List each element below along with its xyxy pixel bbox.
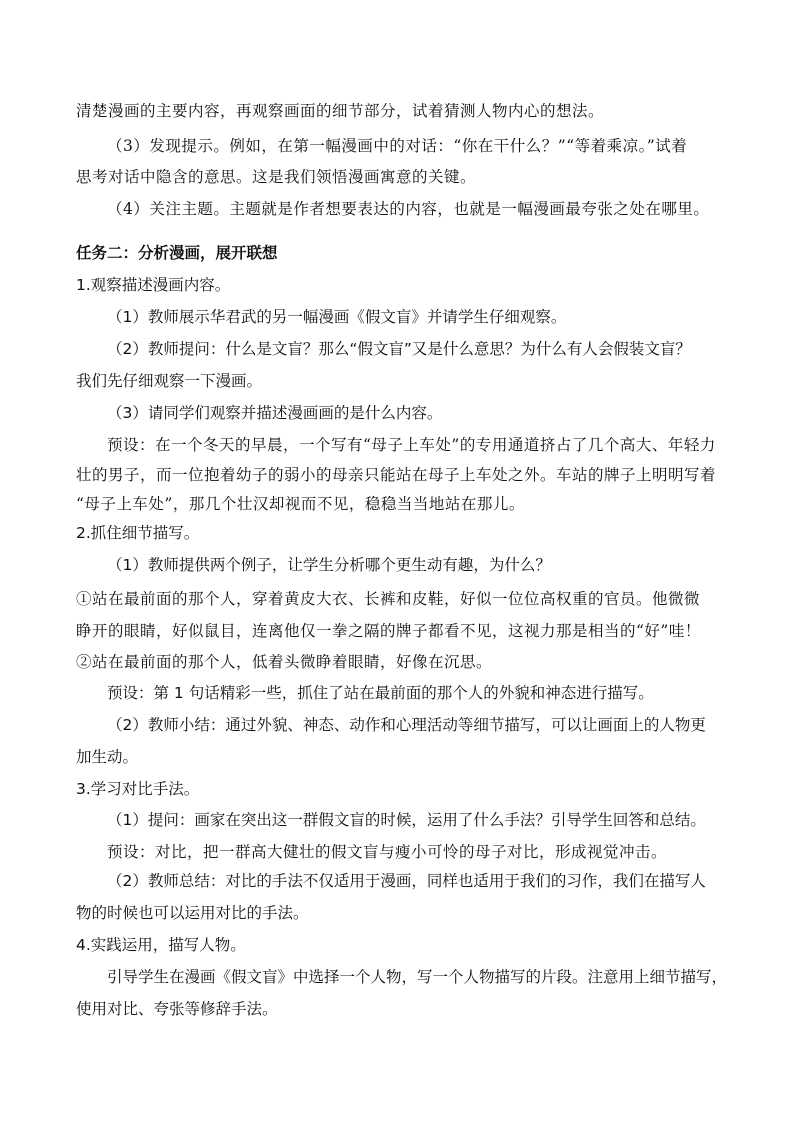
text-line: 清楚漫画的主要内容，再观察画面的细节部分，试着猜测人物内心的想法。 [76, 102, 605, 120]
text-line: （2）教师小结：通过外貌、神态、动作和心理活动等细节描写，可以让画面上的人物更 [107, 716, 706, 734]
text-line: 壮的男子，而一位抱着幼子的弱小的母亲只能站在母子上车处之外。车站的牌子上明明写着 [76, 466, 717, 484]
text-line: （3）发现提示。例如，在第一幅漫画中的对话：“你在干什么？”“等着乘凉。”试着 [107, 137, 688, 155]
step-heading: 2.抓住细节描写。 [76, 524, 200, 542]
text-line: （2）教师提问：什么是文盲？那么“假文盲”又是什么意思？为什么有人会假装文盲？ [107, 340, 691, 358]
text-line: 思考对话中隐含的意思。这是我们领悟漫画寓意的关键。 [76, 168, 477, 186]
text-line: 预设：第 1 句话精彩一些，抓住了站在最前面的那个人的外貌和神态进行描写。 [107, 684, 654, 702]
step-heading: 4.实践运用，描写人物。 [76, 936, 246, 954]
text-line: 物的时候也可以运用对比的手法。 [76, 904, 309, 922]
section-heading: 任务二：分析漫画，展开联想 [76, 244, 278, 262]
text-line: 睁开的眼睛，好似鼠目，连离他仅一拳之隔的牌子都看不见，这视力那是相当的“好”哇！ [76, 622, 701, 640]
text-line: ②站在最前面的那个人，低着头微睁着眼睛，好像在沉思。 [76, 653, 493, 671]
text-line: （3）请同学们观察并描述漫画画的是什么内容。 [107, 404, 443, 422]
text-line: （4）关注主题。主题就是作者想要表达的内容，也就是一幅漫画最夸张之处在哪里。 [107, 200, 710, 218]
text-line: （2）教师总结：对比的手法不仅适用于漫画，同样也适用于我们的习作，我们在描写人 [107, 872, 706, 890]
text-line: 我们先仔细观察一下漫画。 [76, 372, 263, 390]
text-line: 使用对比、夸张等修辞手法。 [76, 1000, 278, 1018]
text-line: 引导学生在漫画《假文盲》中选择一个人物，写一个人物描写的片段。注意用上细节描写， [107, 968, 728, 986]
text-line: （1）教师提供两个例子，让学生分析哪个更生动有趣，为什么？ [107, 556, 551, 574]
step-heading: 1.观察描述漫画内容。 [76, 276, 231, 294]
text-line: （1）教师展示华君武的另一幅漫画《假文盲》并请学生仔细观察。 [107, 308, 567, 326]
text-line: “母子上车处”，那几个壮汉却视而不见，稳稳当当地站在那儿。 [76, 495, 525, 513]
text-line: 预设：对比，把一群高大健壮的假文盲与瘦小可怜的母子对比，形成视觉冲击。 [107, 843, 668, 861]
text-line: （1）提问：画家在突出这一群假文盲的时候，运用了什么手法？引导学生回答和总结。 [107, 811, 706, 829]
text-line: 加生动。 [76, 748, 139, 766]
text-line: 预设：在一个冬天的早晨，一个写有“母子上车处”的专用通道挤占了几个高大、年轻力 [107, 436, 716, 454]
text-line: ①站在最前面的那个人，穿着黄皮大衣、长裤和皮鞋，好似一位位高权重的官员。他微微 [76, 590, 701, 608]
step-heading: 3.学习对比手法。 [76, 780, 200, 798]
